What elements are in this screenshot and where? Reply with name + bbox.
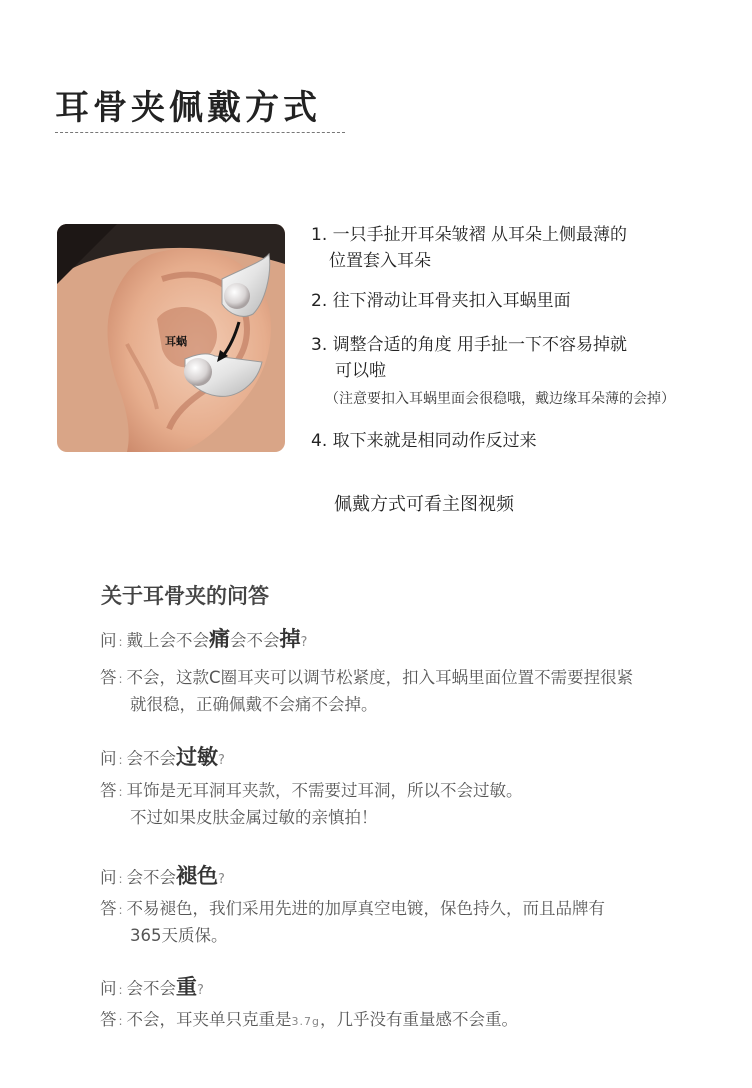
step-3-line1: 3. 调整合适的角度 用手扯一下不容易掉就	[311, 335, 628, 355]
q-prefix: 问	[100, 749, 117, 768]
q3-text: 会不会	[126, 868, 177, 887]
a-sep: :	[118, 903, 123, 917]
q2-text: 会不会	[126, 749, 177, 768]
faq-question-3	[100, 863, 225, 893]
a1-line2: 就很稳，正确佩戴不会痛不会掉。	[130, 695, 378, 714]
q2-mark: ?	[218, 753, 225, 768]
a4-text-post: ，几乎没有重量感不会重。	[320, 1010, 519, 1029]
step-4	[311, 428, 537, 454]
step-note: （注意要扣入耳蜗里面会很稳哦，戴边缘耳朵薄的会掉）	[325, 391, 675, 407]
a-prefix: 答	[100, 899, 117, 918]
q-sep: :	[118, 753, 123, 767]
q4-emphasis: 重	[176, 975, 198, 999]
a-sep: :	[118, 1014, 123, 1028]
q3-mark: ?	[218, 872, 225, 887]
faq-answer-1	[100, 665, 633, 718]
step-3	[311, 332, 627, 384]
q1-emphasis-1: 痛	[209, 627, 231, 651]
q1-mark: ?	[300, 635, 308, 650]
a4-text: 不会，耳夹单只克重是	[126, 1010, 292, 1029]
faq-answer-4	[100, 1007, 518, 1035]
q1-emphasis-2: 掉	[279, 627, 301, 651]
step-1-line2: 位置套入耳朵	[329, 251, 431, 271]
video-hint: 佩戴方式可看主图视频	[334, 494, 514, 515]
page-title: 耳骨夹佩戴方式	[55, 88, 321, 128]
ear-illustration	[57, 224, 285, 452]
faq-answer-2	[100, 778, 523, 831]
q1-text-mid: 会不会	[230, 631, 280, 650]
faq-question-2	[100, 744, 225, 774]
ear-label: 耳蜗	[165, 335, 187, 348]
faq-question-4	[100, 974, 204, 1004]
step-3-line2: 可以啦	[335, 361, 386, 381]
step-1	[311, 222, 627, 274]
a4-weight: 3.7g	[291, 1015, 321, 1028]
q-sep: :	[118, 983, 123, 997]
a-sep: :	[118, 785, 123, 799]
q2-emphasis: 过敏	[176, 745, 219, 769]
a3-line2: 365天质保。	[130, 926, 228, 945]
a1-line1: 不会，这款C圈耳夹可以调节松紧度，扣入耳蜗里面位置不需要捏很紧	[126, 668, 634, 687]
title-divider	[55, 132, 345, 133]
q4-text: 会不会	[126, 979, 177, 998]
ear-photo	[57, 224, 285, 452]
a-prefix: 答	[100, 1010, 117, 1029]
q-prefix: 问	[100, 631, 117, 650]
a-prefix: 答	[100, 668, 117, 687]
q-prefix: 问	[100, 868, 117, 887]
a2-line2: 不过如果皮肤金属过敏的亲慎拍！	[130, 808, 378, 827]
a-sep: :	[118, 672, 123, 686]
step-2	[311, 288, 571, 314]
faq-question-1	[100, 626, 307, 656]
q1-text: 戴上会不会	[126, 631, 210, 650]
q-sep: :	[118, 872, 123, 886]
q3-emphasis: 褪色	[176, 864, 219, 888]
a-prefix: 答	[100, 781, 117, 800]
faq-title: 关于耳骨夹的问答	[101, 584, 269, 608]
q4-mark: ?	[197, 983, 204, 998]
step-1-line1: 1. 一只手扯开耳朵皱褶 从耳朵上侧最薄的	[311, 225, 628, 245]
a2-line1: 耳饰是无耳洞耳夹款，不需要过耳洞，所以不会过敏。	[126, 781, 523, 800]
q-prefix: 问	[100, 979, 117, 998]
q-sep: :	[118, 635, 123, 649]
step-4-line1: 4. 取下来就是相同动作反过来	[311, 431, 537, 451]
a3-line1: 不易褪色，我们采用先进的加厚真空电镀，保色持久，而且品牌有	[126, 899, 606, 918]
step-2-line1: 2. 往下滑动让耳骨夹扣入耳蜗里面	[311, 291, 571, 311]
faq-answer-3	[100, 896, 605, 949]
